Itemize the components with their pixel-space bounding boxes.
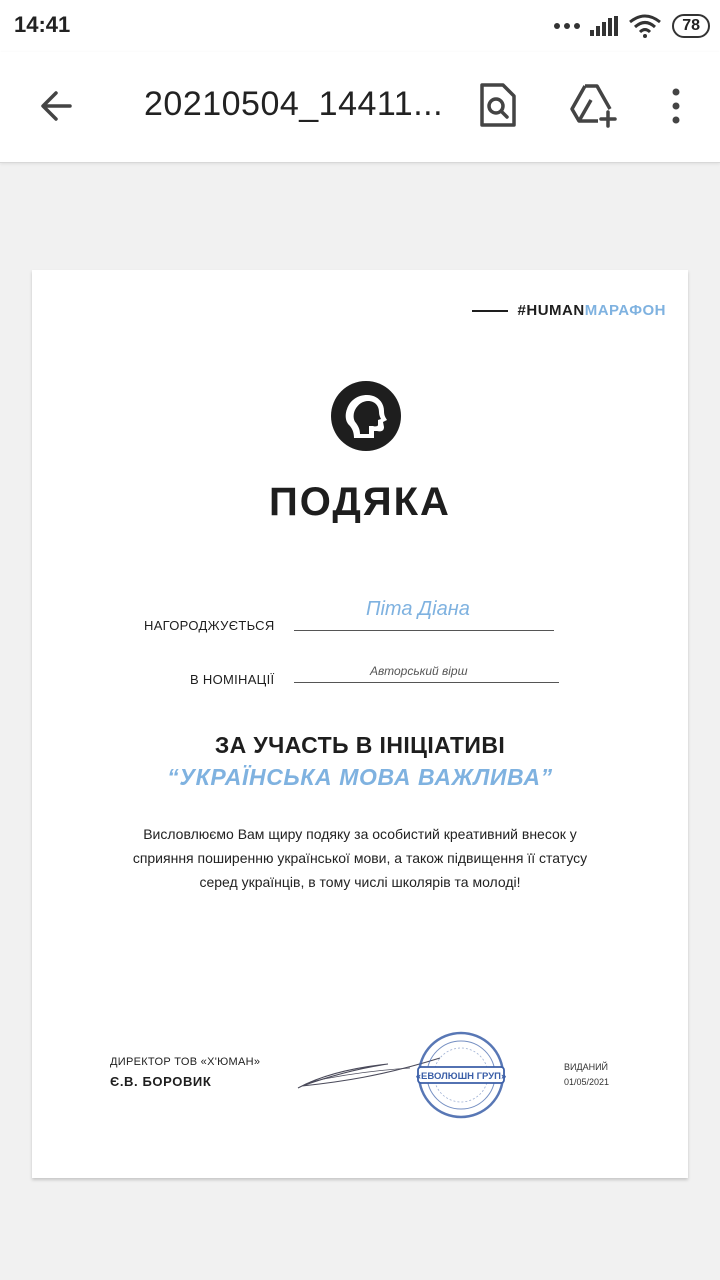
gratitude-text [102,822,618,894]
nomination-value: Авторський вірш [370,664,468,678]
status-bar [0,0,720,52]
awarded-name: Піта Діана [366,598,470,620]
director-title: ДИРЕКТОР ТОВ «Х'ЮМАН» [110,1056,261,1068]
brand-text [518,302,666,319]
file-title: 20210504_14411... [144,85,444,123]
gratitude-line-1: Висловлюємо Вам щиру подяку за особистий креативний внесок у [143,826,577,842]
initiative-name: “УКРАЇНСЬКА МОВА ВАЖЛИВА” [167,764,553,790]
gratitude-line-2: сприяння поширенню української мови, а також підвищення її статусу [132,850,588,866]
awarded-underline [294,630,554,631]
brand-marathon-word: МАРАФОН [584,302,666,319]
status-time: 14:41 [14,12,71,37]
stamp-text: «ЕВОЛЮШН ГРУП» [416,1071,506,1082]
director-name: Є.В. БОРОВИК [110,1074,212,1089]
status-indicators [554,12,710,40]
document-page[interactable] [32,270,688,1178]
signal-icon [590,16,618,36]
battery-indicator: 78 [672,14,710,38]
company-stamp [416,1030,506,1120]
more-vert-icon[interactable] [664,86,688,126]
wifi-icon [628,14,662,38]
human-head-logo-icon [330,380,402,452]
brand-dash [472,310,508,312]
back-arrow-icon[interactable] [36,86,76,126]
nomination-label: В НОМІНАЦІЇ [190,672,275,687]
issued-label: ВИДАНИЙ [564,1062,609,1072]
gratitude-line-3: серед українців, в тому числі школярів та молоді! [199,874,521,890]
awarded-label: НАГОРОДЖУЄТЬСЯ [144,618,275,633]
add-to-drive-icon[interactable] [568,82,618,128]
app-bar [0,52,720,163]
brand-human: #HUMAN [517,302,585,319]
brand-marathon [472,302,666,319]
nomination-underline [294,682,559,683]
issued-date: 01/05/2021 [564,1077,610,1087]
more-notifications-icon [554,23,580,29]
certificate-title: ПОДЯКА [269,480,451,524]
participation-heading: ЗА УЧАСТЬ В ІНІЦІАТИВІ [214,732,506,758]
search-document-icon[interactable] [476,82,518,128]
